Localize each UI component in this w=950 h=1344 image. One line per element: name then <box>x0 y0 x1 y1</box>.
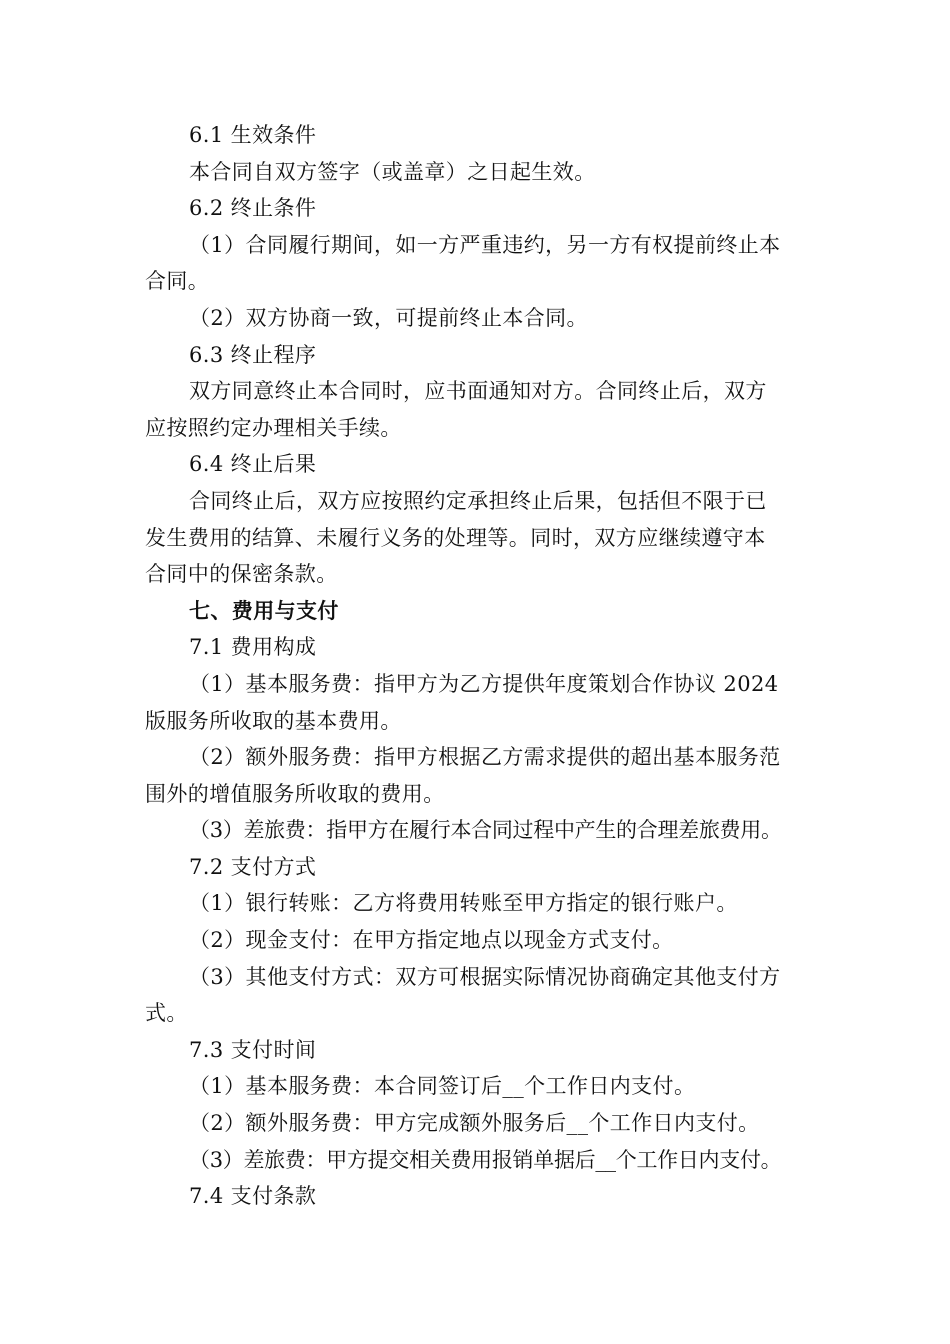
paragraph-continuation: 应按照约定办理相关手续。 <box>145 415 402 440</box>
list-item-line: （3）差旅费：指甲方在履行本合同过程中产生的合理差旅费用。 <box>189 818 782 843</box>
paragraph-continuation: 围外的增值服务所收取的费用。 <box>145 781 445 806</box>
clause-heading-7-4: 7.4 支付条款 <box>189 1184 317 1209</box>
clause-heading-6-2: 6.2 终止条件 <box>189 196 317 221</box>
section-heading-7: 七、费用与支付 <box>189 597 339 623</box>
list-item-line: （2）双方协商一致，可提前终止本合同。 <box>189 305 588 330</box>
list-item-line: （3）其他支付方式：双方可根据实际情况协商确定其他支付方 <box>189 964 781 989</box>
clause-heading-7-3: 7.3 支付时间 <box>189 1037 317 1062</box>
clause-heading-7-2: 7.2 支付方式 <box>189 854 317 879</box>
clause-heading-6-1: 6.1 生效条件 <box>189 123 317 147</box>
clause-heading-7-1: 7.1 费用构成 <box>189 635 317 660</box>
paragraph-continuation: 合同。 <box>145 269 210 294</box>
paragraph-continuation: 版服务所收取的基本费用。 <box>145 708 402 733</box>
clause-heading-6-3: 6.3 终止程序 <box>189 342 317 367</box>
paragraph-continuation: 发生费用的结算、未履行义务的处理等。同时，双方应继续遵守本 <box>145 525 766 550</box>
paragraph-line: 本合同自双方签字（或盖章）之日起生效。 <box>189 159 596 184</box>
list-item-line: （1）基本服务费：指甲方为乙方提供年度策划合作协议 2024 <box>189 671 779 696</box>
paragraph-continuation: 式。 <box>145 1001 188 1026</box>
list-item-line: （2）现金支付：在甲方指定地点以现金方式支付。 <box>189 928 674 953</box>
list-item-line: （1）基本服务费：本合同签订后__个工作日内支付。 <box>189 1074 696 1099</box>
list-item-line: （1）合同履行期间，如一方严重违约，另一方有权提前终止本 <box>189 232 781 257</box>
document-body <box>145 117 810 1215</box>
list-item-line: （1）银行转账：乙方将费用转账至甲方指定的银行账户。 <box>189 891 738 916</box>
list-item-line: （2）额外服务费：指甲方根据乙方需求提供的超出基本服务范 <box>189 745 781 770</box>
paragraph-line: 双方同意终止本合同时，应书面通知对方。合同终止后，双方 <box>189 379 767 404</box>
clause-heading-6-4: 6.4 终止后果 <box>189 452 317 477</box>
list-item-line: （3）差旅费：甲方提交相关费用报销单据后__个工作日内支付。 <box>189 1147 782 1172</box>
paragraph-continuation: 合同中的保密条款。 <box>145 562 338 587</box>
paragraph-line: 合同终止后，双方应按照约定承担终止后果，包括但不限于已 <box>189 488 767 513</box>
list-item-line: （2）额外服务费：甲方完成额外服务后__个工作日内支付。 <box>189 1111 760 1136</box>
